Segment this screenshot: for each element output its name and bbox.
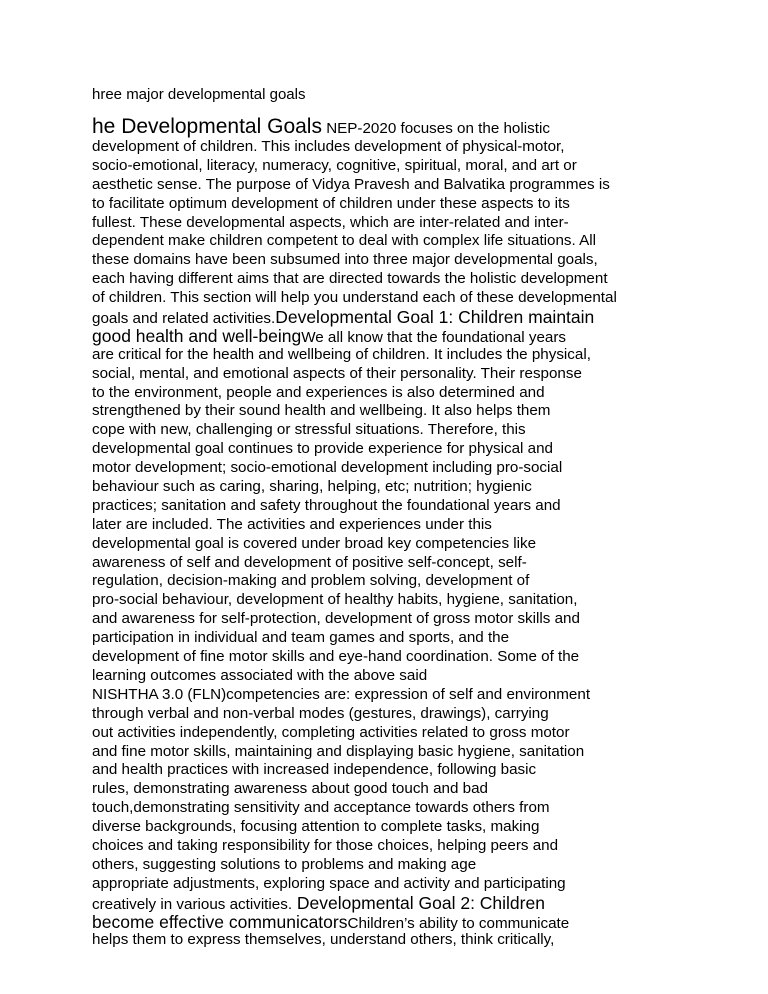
text-line [92, 516, 678, 535]
text-line [92, 440, 678, 459]
text-fragment: Developmental Goal 2: Children [292, 892, 545, 913]
text-fragment: diverse backgrounds, focusing attention to complete tasks, making [92, 818, 540, 836]
text-fragment: creatively in various activities. [92, 895, 293, 913]
text-fragment: later are included. The activities and experiences under this [92, 515, 492, 533]
text-fragment: he Developmental Goals [92, 115, 322, 138]
text-fragment: awareness of self and development of positive self-concept, self- [92, 553, 527, 571]
text-fragment: Developmental Goal 1: Children maintain [275, 307, 595, 328]
text-line [92, 157, 678, 176]
text-fragment: development of children. This includes development of physical-motor, [92, 138, 565, 155]
text-fragment: are critical for the health and wellbeing of children. It includes the physical, [92, 345, 591, 363]
text-fragment: participation in individual and team games and sports, and the [92, 629, 510, 647]
text-fragment: regulation, decision-making and problem solving, development of [92, 572, 530, 590]
text-line [92, 421, 678, 440]
text-line [92, 761, 678, 780]
text-fragment: We all know that the foundational years [301, 328, 567, 346]
text-fragment: through verbal and non-verbal modes (gestures, drawings), carrying [92, 704, 549, 722]
text-line [92, 667, 678, 686]
text-line [92, 251, 678, 270]
text-fragment: strengthened by their sound health and wellbeing. It also helps them [92, 402, 551, 420]
text-fragment: social, mental, and emotional aspects of their personality. Their response [92, 364, 582, 382]
text-line [92, 610, 678, 629]
text-fragment: to facilitate optimum development of children under these aspects to its [92, 194, 570, 212]
text-line [92, 686, 678, 705]
text-line [92, 176, 678, 195]
text-line [92, 705, 678, 724]
text-fragment: out activities independently, completing activities related to gross motor [92, 723, 570, 741]
text-line [92, 591, 678, 610]
text-fragment: NEP-2020 focuses on the holistic [321, 120, 550, 137]
text-line [92, 629, 678, 648]
text-line [92, 818, 678, 837]
text-line [92, 931, 678, 950]
text-line [92, 743, 678, 762]
text-line [92, 478, 678, 497]
text-fragment: and fine motor skills, maintaining and displaying basic hygiene, sanitation [92, 742, 585, 760]
text-line [92, 780, 678, 799]
section-subtitle: hree major developmental goals [92, 86, 306, 103]
text-line [92, 535, 678, 554]
body-text [92, 116, 678, 950]
text-line [92, 648, 678, 667]
text-line [92, 138, 678, 157]
text-line [92, 497, 678, 516]
text-fragment: each having different aims that are directed towards the holistic development [92, 270, 608, 288]
text-fragment: motor development; socio-emotional development including pro-social [92, 459, 563, 477]
text-line [92, 346, 678, 365]
text-fragment: learning outcomes associated with the above said [92, 666, 428, 684]
text-line [92, 289, 678, 308]
text-fragment: practices; sanitation and safety throughout the foundational years and [92, 496, 561, 514]
text-line [92, 214, 678, 233]
text-line [92, 875, 678, 894]
text-fragment: become effective communicators [92, 911, 348, 932]
text-fragment: helps them to express themselves, understand others, think critically, [92, 931, 555, 949]
text-fragment: behaviour such as caring, sharing, helping, etc; nutrition; hygienic [92, 478, 532, 496]
text-fragment: developmental goal is covered under broad key competencies like [92, 534, 537, 552]
text-fragment: rules, demonstrating awareness about good touch and bad [92, 780, 488, 798]
text-line [92, 232, 678, 251]
text-line [92, 308, 678, 327]
text-fragment: and awareness for self-protection, development of gross motor skills and [92, 610, 580, 628]
text-fragment: aesthetic sense. The purpose of Vidya Pravesh and Balvatika programmes is [92, 175, 610, 193]
text-fragment: Children’s ability to communicate [347, 914, 570, 932]
text-fragment: to the environment, people and experiences is also determined and [92, 383, 545, 401]
text-line [92, 837, 678, 856]
text-line [92, 402, 678, 421]
text-line [92, 724, 678, 743]
text-fragment: and health practices with increased independence, following basic [92, 761, 537, 779]
text-fragment: of children. This section will help you understand each of these developmental [92, 289, 617, 307]
text-fragment: socio-emotional, literacy, numeracy, cognitive, spiritual, moral, and art or [92, 156, 577, 174]
text-fragment: pro-social behaviour, development of healthy habits, hygiene, sanitation, [92, 591, 578, 609]
text-line [92, 554, 678, 573]
text-fragment: goals and related activities. [92, 310, 276, 328]
text-fragment: NISHTHA 3.0 (FLN)competencies are: expression of self and environment [92, 685, 591, 703]
text-line [92, 799, 678, 818]
text-fragment: these domains have been subsumed into three major developmental goals, [92, 251, 598, 269]
text-fragment: cope with new, challenging or stressful situations. Therefore, this [92, 421, 526, 439]
text-line [92, 459, 678, 478]
text-fragment: good health and well-being [92, 325, 302, 346]
text-line [92, 116, 678, 138]
text-line [92, 572, 678, 591]
text-fragment: others, suggesting solutions to problems and making age [92, 855, 477, 873]
text-line [92, 327, 678, 346]
text-line [92, 913, 678, 932]
text-fragment: development of fine motor skills and eye-hand coordination. Some of the [92, 648, 580, 666]
text-line [92, 894, 678, 913]
text-line [92, 384, 678, 403]
text-fragment: dependent make children competent to deal with complex life situations. All [92, 232, 597, 250]
text-line [92, 195, 678, 214]
text-fragment: appropriate adjustments, exploring space and activity and participating [92, 874, 566, 892]
text-line [92, 270, 678, 289]
text-fragment: fullest. These developmental aspects, which are inter-related and inter- [92, 213, 569, 231]
text-fragment: touch,demonstrating sensitivity and acceptance towards others from [92, 799, 550, 817]
text-line [92, 856, 678, 875]
text-line [92, 365, 678, 384]
text-fragment: developmental goal continues to provide experience for physical and [92, 440, 553, 458]
text-fragment: choices and taking responsibility for those choices, helping peers and [92, 836, 559, 854]
